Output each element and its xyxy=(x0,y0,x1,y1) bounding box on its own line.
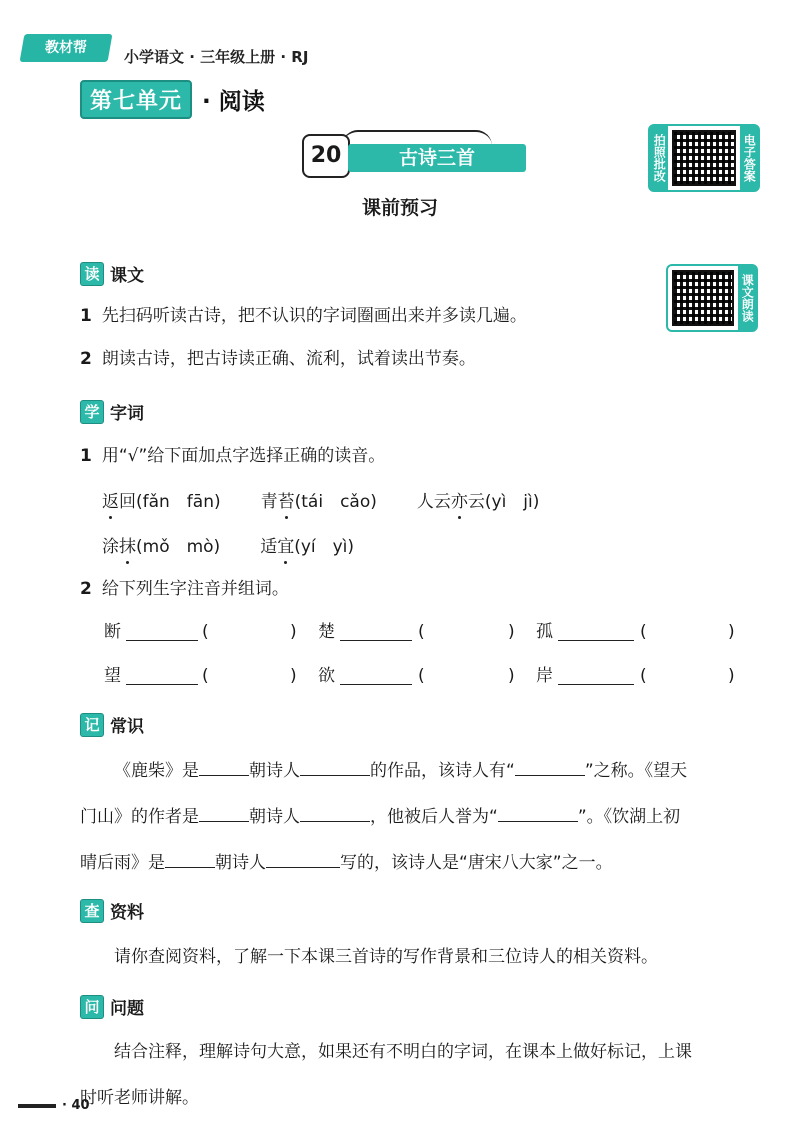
page-footer xyxy=(18,1098,90,1113)
answer-blank[interactable] xyxy=(266,849,340,868)
qr-label-left: 拍照批改 xyxy=(650,126,668,190)
knowledge-paragraph: 《鹿柴》是 朝诗人 的作品，该诗人有“ ”之称。《望天 门山》的作者是 朝诗人 ，他被后人誉为“ ”。《饮湖上初 晴后雨》是 朝诗人 写的，该诗人是“唐宋八大家”之一。 xyxy=(80,748,760,886)
pinyin-choice[interactable]: 青苔(tái cǎo) xyxy=(260,492,377,512)
answer-blank[interactable] xyxy=(558,666,634,685)
section-title: 字词 xyxy=(110,404,144,424)
section-title: 资料 xyxy=(110,903,144,923)
answer-blank[interactable] xyxy=(340,666,412,685)
unit-title xyxy=(80,82,265,116)
search-icon: 查 xyxy=(80,899,104,923)
section-title: 课文 xyxy=(110,266,144,286)
qr-read-block[interactable] xyxy=(666,264,758,332)
unit-label: 第七单元 xyxy=(80,80,192,119)
question-text: 结合注释，理解诗句大意，如果还有不明白的字词，在课本上做好标记，上课 时听老师讲解。 xyxy=(80,1042,692,1108)
section-ziliao xyxy=(80,898,144,923)
section-changshi xyxy=(80,712,144,737)
answer-blank[interactable] xyxy=(515,757,585,776)
question-1: 1 用“√”给下面加点字选择正确的读音。 xyxy=(80,446,386,466)
question-2: 2 给下列生字注音并组词。 xyxy=(80,579,289,599)
answer-blank[interactable] xyxy=(199,803,249,822)
pinyin-row-2 xyxy=(102,532,354,557)
page-number: · 40 xyxy=(62,1098,90,1113)
answer-blank[interactable] xyxy=(340,622,412,641)
lesson-header xyxy=(302,130,532,180)
section-kewen xyxy=(80,261,144,286)
pinyin-row-1 xyxy=(102,487,539,512)
pinyin-choice[interactable]: 涂抹(mǒ mò) xyxy=(102,537,221,557)
section-title: 常识 xyxy=(110,717,144,737)
book-subtitle: 小学语文 · 三年级上册 · RJ xyxy=(124,48,309,66)
qr-label-right: 电子答案 xyxy=(740,126,758,190)
answer-blank[interactable] xyxy=(165,849,215,868)
qr-code-icon[interactable] xyxy=(672,270,734,326)
lesson-subtitle: 课前预习 xyxy=(361,197,438,219)
footer-bar xyxy=(18,1104,56,1108)
research-text: 请你查阅资料，了解一下本课三首诗的写作背景和三位诗人的相关资料。 xyxy=(114,947,658,967)
answer-blank[interactable] xyxy=(199,757,249,776)
series-badge: 教材帮 xyxy=(20,34,113,62)
pinyin-choice[interactable]: 人云亦云(yì jì) xyxy=(416,492,540,512)
section-wenti xyxy=(80,994,144,1019)
answer-blank[interactable] xyxy=(558,622,634,641)
study-icon: 学 xyxy=(80,400,104,424)
answer-blank[interactable] xyxy=(300,803,370,822)
pinyin-choice[interactable]: 适宜(yí yì) xyxy=(260,537,355,557)
question-icon: 问 xyxy=(80,995,104,1019)
answer-blank[interactable] xyxy=(498,803,578,822)
section-title: 问题 xyxy=(110,999,144,1019)
answer-blank[interactable] xyxy=(126,622,198,641)
note-icon: 记 xyxy=(80,713,104,737)
list-item: 2 朗读古诗，把古诗读正确、流利，试着读出节奏。 xyxy=(80,349,476,369)
qr-read-label: 课文朗读 xyxy=(738,266,756,330)
section-zici xyxy=(80,399,144,424)
pinyin-choice[interactable]: 返回(fǎn fān) xyxy=(102,492,221,512)
lesson-title: 古诗三首 xyxy=(348,144,526,172)
lesson-number: 20 xyxy=(302,134,350,178)
answer-blank[interactable] xyxy=(126,666,198,685)
qr-answer-block[interactable] xyxy=(648,124,760,192)
list-item: 1 先扫码听读古诗，把不认识的字词圈画出来并多读几遍。 xyxy=(80,306,527,326)
qr-code-icon[interactable] xyxy=(672,130,736,186)
answer-blank[interactable] xyxy=(300,757,370,776)
unit-suffix: · 阅读 xyxy=(202,88,265,115)
read-icon: 读 xyxy=(80,262,104,286)
